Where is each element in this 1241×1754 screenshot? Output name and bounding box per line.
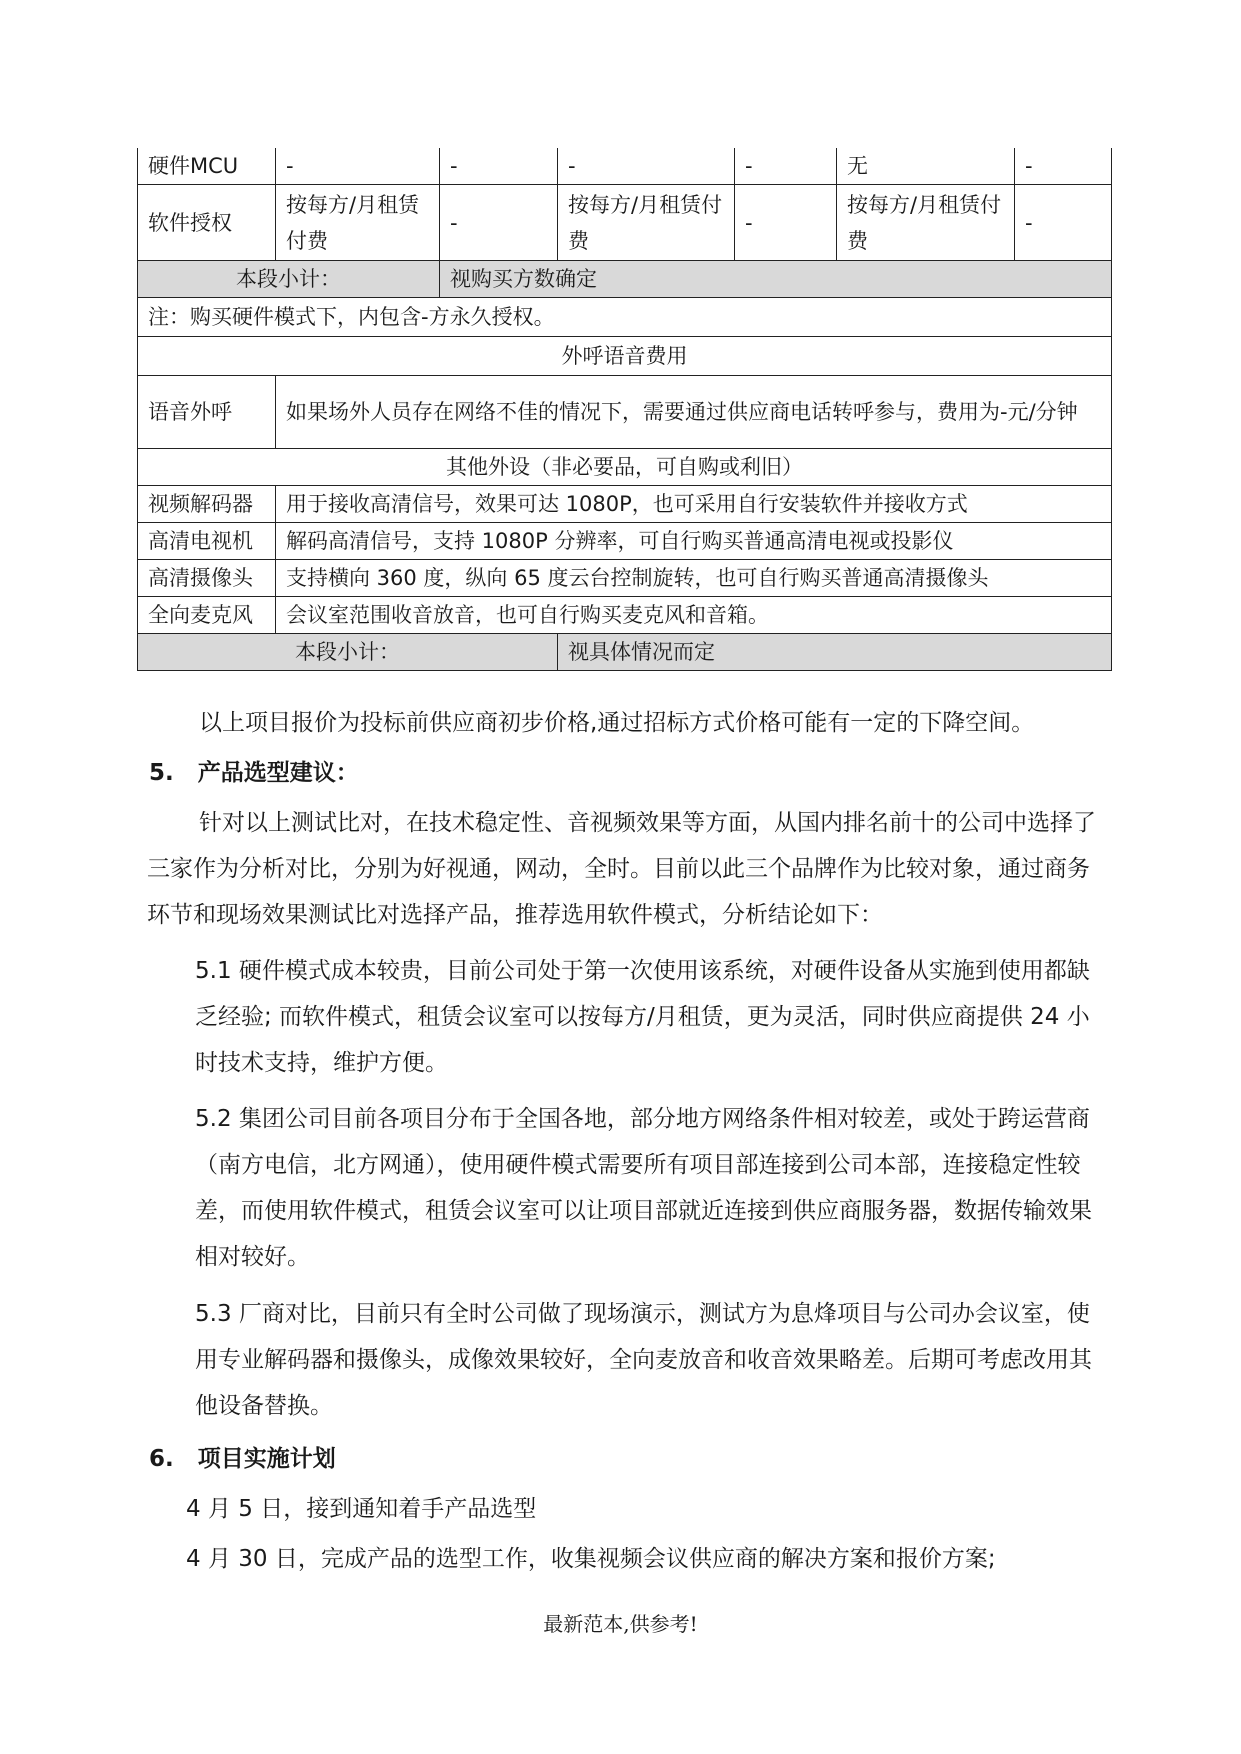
section-row-other <box>138 449 1112 486</box>
subtotal-row-1 <box>138 261 1112 298</box>
section-title: 外呼语音费用 <box>138 337 1112 376</box>
table-cell: - <box>1015 185 1112 261</box>
section-heading-6: 6. 项目实施计划 <box>149 1446 336 1472</box>
after-table-note: 以上项目报价为投标前供应商初步价格,通过招标方式价格可能有一定的下降空间。 <box>199 710 1035 736</box>
section-title: 其他外设（非必要品，可自购或利旧） <box>138 449 1112 486</box>
table-row-device <box>138 597 1112 634</box>
plan-item: 4 月 30 日，完成产品的选型工作，收集视频会议供应商的解决方案和报价方案; <box>186 1546 996 1572</box>
table-row-voice <box>138 376 1112 449</box>
table-note: 注：购买硬件模式下，内包含-方永久授权。 <box>138 298 1112 337</box>
row-label: 高清电视机 <box>138 523 276 560</box>
table-row-device <box>138 523 1112 560</box>
section-row-call <box>138 337 1112 376</box>
row-label: 高清摄像头 <box>138 560 276 597</box>
table-cell: - <box>735 185 837 261</box>
section-heading-5: 5. 产品选型建议： <box>149 760 359 786</box>
table-cell: - <box>1015 148 1112 185</box>
table-cell: - <box>558 148 735 185</box>
analysis-paragraph: 5.1 硬件模式成本较贵，目前公司处于第一次使用该系统，对硬件设备从实施到使用都缺乏经验; 而软件模式，租赁会议室可以按每方/月租赁，更为灵活，同时供应商提供 24 小时技术支持，维护方便。 <box>195 958 1090 1076</box>
table-cell: 按每方/月租赁付费 <box>276 185 440 261</box>
subtotal-label: 本段小计： <box>138 634 558 671</box>
row-label: 硬件MCU <box>138 148 276 185</box>
analysis-paragraph: 5.3 厂商对比，目前只有全时公司做了现场演示，测试方为息烽项目与公司办会议室，使用专业解码器和摄像头，成像效果较好，全向麦放音和收音效果略差。后期可考虑改用其他设备替换。 <box>195 1301 1092 1419</box>
row-description: 支持横向 360 度，纵向 65 度云台控制旋转，也可自行购买普通高清摄像头 <box>276 560 1112 597</box>
table-cell: - <box>735 148 837 185</box>
row-description: 会议室范围收音放音，也可自行购买麦克风和音箱。 <box>276 597 1112 634</box>
table-cell: 按每方/月租赁付费 <box>837 185 1015 261</box>
note-row <box>138 298 1112 337</box>
table-cell: 无 <box>837 148 1015 185</box>
table-row-device <box>138 486 1112 523</box>
table-row-license <box>138 185 1112 261</box>
table-row-device <box>138 560 1112 597</box>
row-label: 全向麦克风 <box>138 597 276 634</box>
subtotal-value: 视购买方数确定 <box>440 261 1112 298</box>
section-intro: 针对以上测试比对，在技术稳定性、音视频效果等方面，从国内排名前十的公司中选择了三家作为分析对比，分别为好视通，网动，全时。目前以此三个品牌作为比较对象，通过商务环节和现场效果测试比对选择产品，推荐选用软件模式，分析结论如下： <box>147 810 1096 928</box>
table-cell: 按每方/月租赁付费 <box>558 185 735 261</box>
subtotal-value: 视具体情况而定 <box>558 634 1112 671</box>
table-row-mcu <box>138 148 1112 185</box>
row-label: 软件授权 <box>138 185 276 261</box>
quote-table <box>137 148 1112 671</box>
table-cell: - <box>276 148 440 185</box>
table-cell: - <box>440 185 558 261</box>
plan-item: 4 月 5 日，接到通知着手产品选型 <box>186 1496 537 1522</box>
table-cell: - <box>440 148 558 185</box>
analysis-paragraph: 5.2 集团公司目前各项目分布于全国各地，部分地方网络条件相对较差，或处于跨运营商（南方电信，北方网通），使用硬件模式需要所有项目部连接到公司本部，连接稳定性较差，而使用软件模式，租赁会议室可以让项目部就近连接到供应商服务器，数据传输效果相对较好。 <box>195 1106 1092 1270</box>
row-description: 如果场外人员存在网络不佳的情况下，需要通过供应商电话转呼参与，费用为-元/分钟 <box>276 376 1112 449</box>
row-label: 语音外呼 <box>138 376 276 449</box>
subtotal-label: 本段小计： <box>138 261 440 298</box>
row-description: 解码高清信号，支持 1080P 分辨率，可自行购买普通高清电视或投影仪 <box>276 523 1112 560</box>
row-description: 用于接收高清信号，效果可达 1080P，也可采用自行安装软件并接收方式 <box>276 486 1112 523</box>
row-label: 视频解码器 <box>138 486 276 523</box>
subtotal-row-2 <box>138 634 1112 671</box>
page-footer: 最新范本,供参考! <box>543 1612 698 1636</box>
